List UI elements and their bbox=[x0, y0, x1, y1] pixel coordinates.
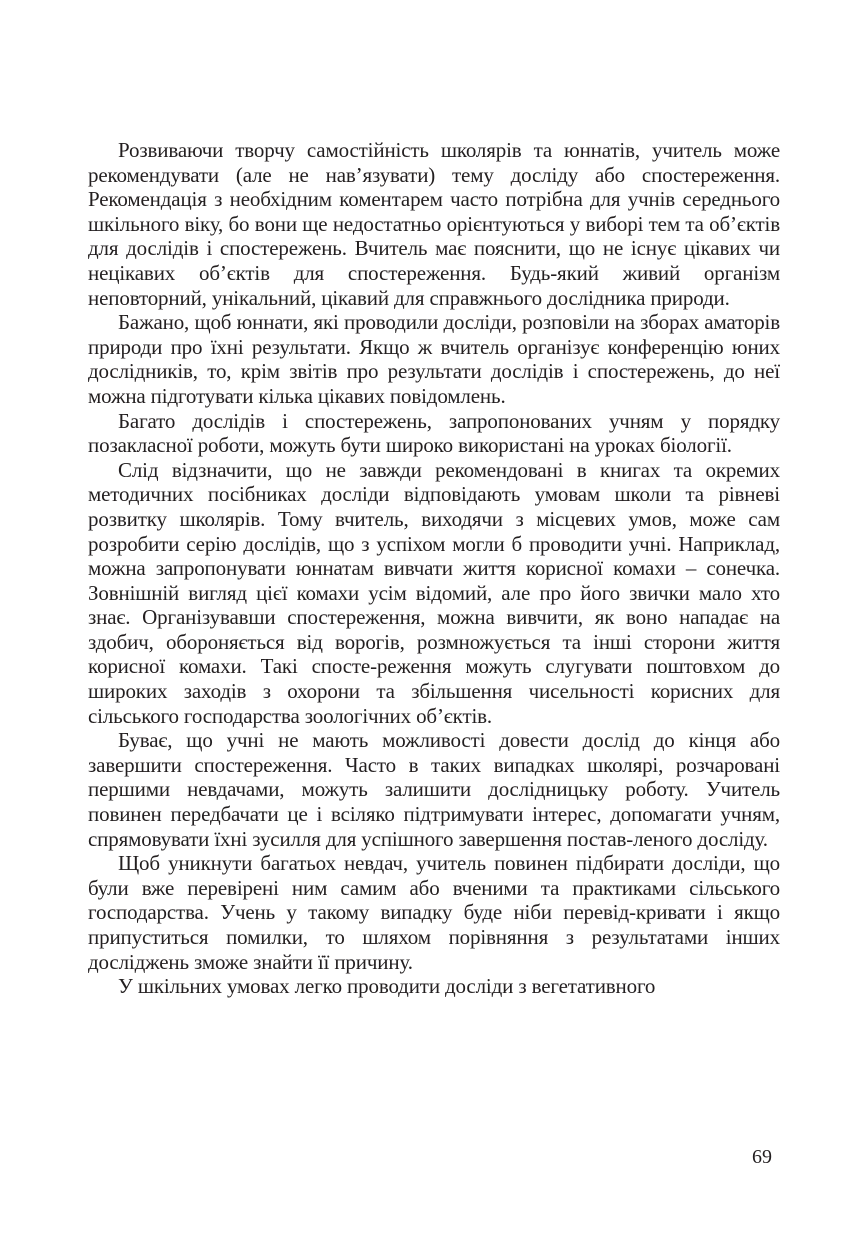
paragraph: Бажано, щоб юннати, які проводили досліди, розповіли на зборах аматорів природи про їхні результати. Якщо ж вчитель організує конференцію юних дослідників, то, крім звітів про результати дослідів і спостережень, до неї можна підготувати кілька цікавих повідомлень. bbox=[88, 310, 780, 408]
paragraph: Слід відзначити, що не завжди рекомендовані в книгах та окремих методичних посібниках досліди відповідають умовам школи та рівневі розвитку школярів. Тому вчитель, виходячи з місцевих умов, може сам розробити серію дослідів, що з успіхом могли б проводити учні. Наприклад, можна запропонувати юннатам вивчати життя корисної комахи – сонечка. Зовнішній вигляд цієї комахи усім відомий, але про його звички мало хто знає. Організувавши спостереження, можна вивчити, як воно нападає на здобич, обороняється від ворогів, розмножується та інші сторони життя корисної комахи. Такі спосте-реження можуть слугувати поштовхом до широких заходів з охорони та збільшення чисельності корисних для сільського господарства зоологічних об’єктів. bbox=[88, 457, 780, 728]
paragraph: Щоб уникнути багатьох невдач, учитель повинен підбирати досліди, що були вже перевірені ним самим або вченими та практиками сільського господарства. Учень у такому випадку буде ніби перевід-кривати і якщо припуститься помилки, то шляхом порівняння з результатами інших досліджень зможе знайти її причину. bbox=[88, 851, 780, 974]
page-number: 69 bbox=[752, 1146, 772, 1168]
paragraph: Буває, що учні не мають можливості довести дослід до кінця або завершити спостереження. Часто в таких випадках школярі, розчаровані першими невдачами, можуть залишити дослідницьку роботу. Учитель повинен передбачати це і всіляко підтримувати інтерес, допомагати учням, спрямовувати їхні зусилля для успішного завершення постав-леного досліду. bbox=[88, 728, 780, 851]
paragraph: Багато дослідів і спостережень, запропонованих учням у порядку позакласної роботи, можуть бути широко використані на уроках біології. bbox=[88, 408, 780, 458]
paragraph: Розвиваючи творчу самостійність школярів та юннатів, учитель може рекомендувати (але не нав’язувати) тему досліду або спостереження. Рекомендація з необхідним коментарем часто потрібна для учнів середнього шкільного віку, бо вони ще недостатньо орієнтуються у виборі тем та об’єктів для дослідів і спостережень. Вчитель має пояснити, що не існує цікавих чи нецікавих об’єктів для спостереження. Будь-який живий організм неповторний, унікальний, цікавий для справжнього дослідника природи. bbox=[88, 138, 780, 310]
page-body bbox=[88, 138, 780, 999]
paragraph: У шкільних умовах легко проводити досліди з вегетативного bbox=[118, 974, 656, 999]
